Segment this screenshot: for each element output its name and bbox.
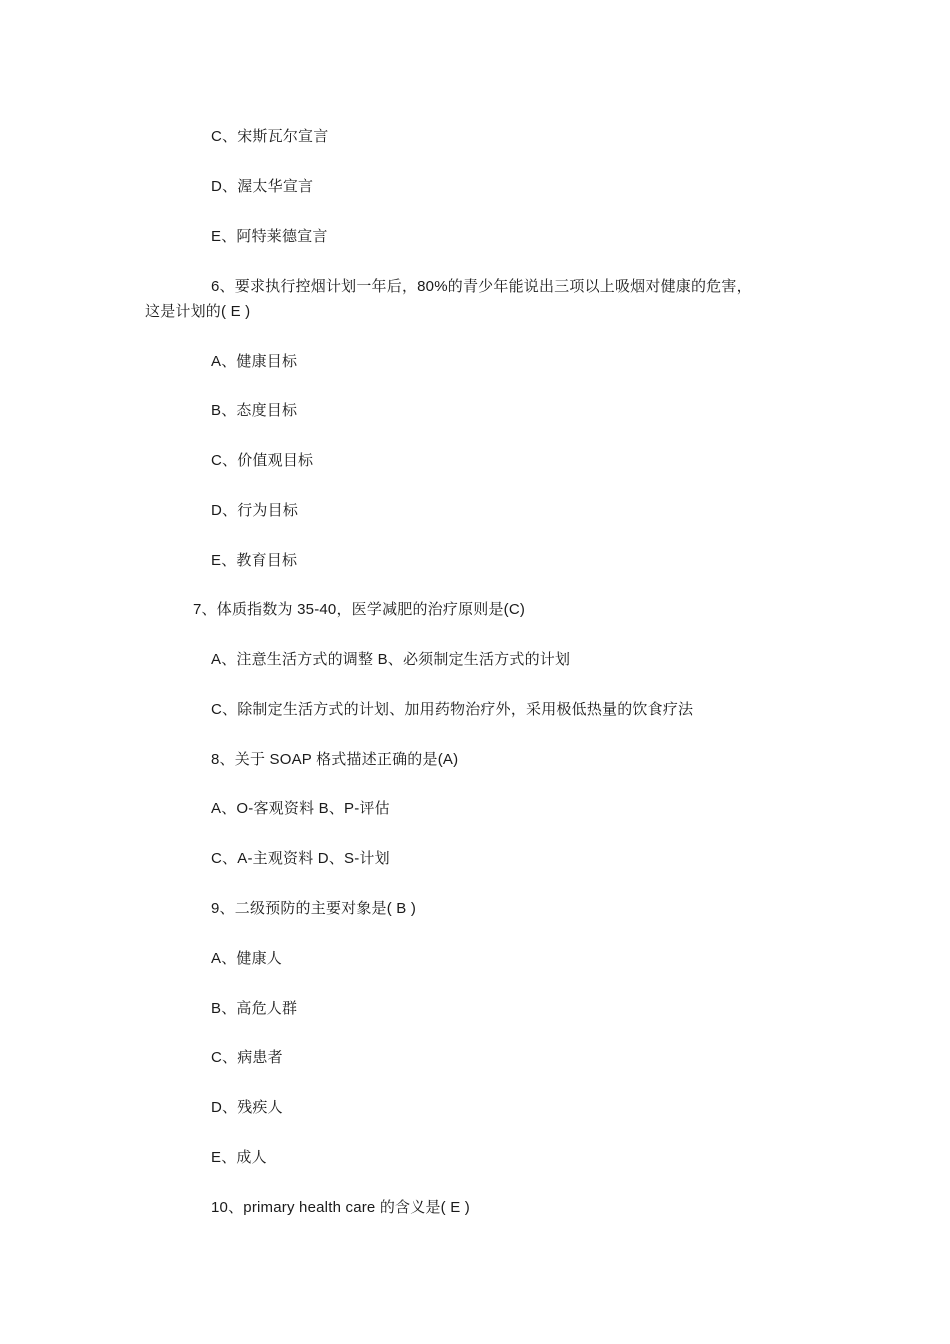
option-a-q9: A、健康人 bbox=[211, 950, 283, 967]
option-e-q5: E、阿特莱德宣言 bbox=[211, 228, 328, 245]
option-e-q9: E、成人 bbox=[211, 1149, 267, 1166]
options-cd-q8: C、A-主观资料 D、S-计划 bbox=[211, 850, 390, 867]
option-c-q6: C、价值观目标 bbox=[211, 452, 314, 469]
question-8: 8、关于 SOAP 格式描述正确的是(A) bbox=[211, 751, 459, 768]
option-d-q9: D、残疾人 bbox=[211, 1099, 283, 1116]
question-9: 9、二级预防的主要对象是( B ) bbox=[211, 900, 417, 917]
option-c-q5: C、宋斯瓦尔宣言 bbox=[211, 128, 329, 145]
question-6-line2: 这是计划的( E ) bbox=[145, 303, 251, 320]
option-d-q6: D、行为目标 bbox=[211, 502, 299, 519]
option-d-q5: D、渥太华宣言 bbox=[211, 178, 314, 195]
question-6-line1: 6、要求执行控烟计划一年后，80%的青少年能说出三项以上吸烟对健康的危害， bbox=[211, 278, 752, 295]
option-b-q9: B、高危人群 bbox=[211, 1000, 298, 1017]
option-c-q9: C、病患者 bbox=[211, 1049, 283, 1066]
option-a-q6: A、健康目标 bbox=[211, 353, 298, 370]
option-e-q6: E、教育目标 bbox=[211, 552, 298, 569]
option-b-q6: B、态度目标 bbox=[211, 402, 298, 419]
options-ab-q7: A、注意生活方式的调整 B、必须制定生活方式的计划 bbox=[211, 651, 571, 668]
option-c-q7: C、除制定生活方式的计划、加用药物治疗外，采用极低热量的饮食疗法 bbox=[211, 701, 694, 718]
question-7: 7、体质指数为 35-40，医学减肥的治疗原则是(C) bbox=[193, 601, 526, 618]
options-ab-q8: A、O-客观资料 B、P-评估 bbox=[211, 800, 390, 817]
question-10: 10、primary health care 的含义是( E ) bbox=[211, 1199, 470, 1216]
